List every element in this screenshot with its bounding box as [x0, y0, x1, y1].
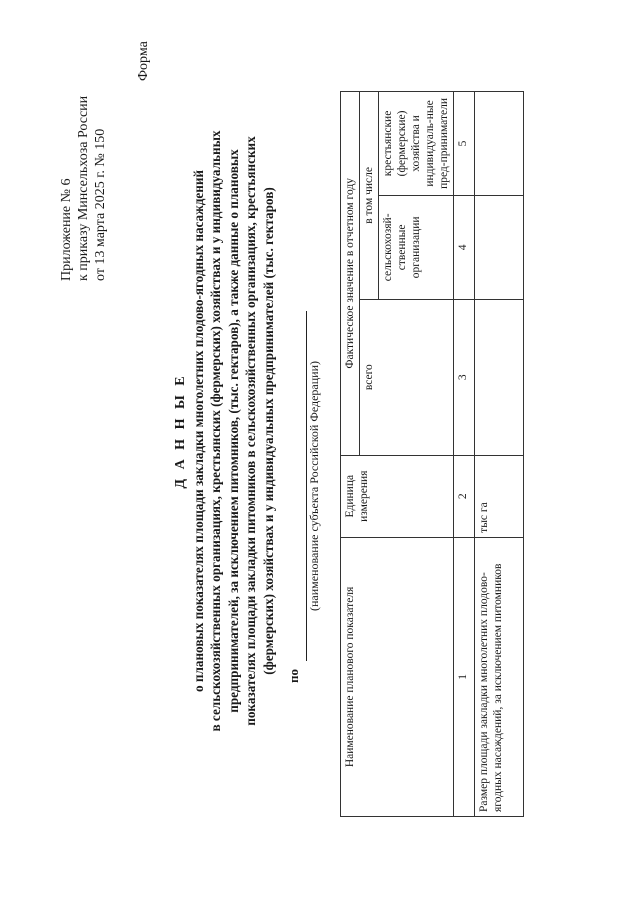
column-number: 3	[454, 299, 475, 455]
appendix-line: от 13 марта 2025 г. № 150	[93, 128, 108, 281]
header-farms: крестьянские (фермерские) хозяйства и индивидуаль-ные пред-приниматели	[379, 92, 454, 196]
subject-caption: (наименование субъекта Российской Федерации)	[307, 360, 321, 612]
column-number: 4	[454, 195, 475, 299]
appendix-reference	[58, 21, 109, 281]
indicator-name-cell: Размер площади закладки многолетних плодово-ягодных насаждений, за исключением питомников	[475, 537, 524, 816]
heading-line: в сельскохозяйственных организациях, крестьянских (фермерских) хозяйствах и у индивидуальных	[208, 130, 224, 732]
farms-cell[interactable]	[475, 92, 524, 196]
header-actual-value: Фактическое значение в отчетном году	[341, 92, 360, 456]
column-number-row	[454, 92, 475, 817]
unit-cell: тыс га	[475, 455, 524, 537]
heading-line: показателях площади закладки питомников в сельскохозяйственных организациях, крестьянских	[243, 136, 259, 726]
agri-orgs-cell[interactable]	[475, 195, 524, 299]
heading-line: о плановых показателях площади закладки многолетних плодово-ягодных насаждений	[190, 169, 206, 693]
column-number: 1	[454, 537, 475, 816]
po-label: по	[286, 669, 301, 683]
document-heading	[172, 111, 278, 751]
column-number: 2	[454, 455, 475, 537]
heading-word: Д А Н Н Ы Е	[173, 373, 188, 489]
table-row	[475, 92, 524, 817]
indicators-table	[340, 91, 524, 817]
form-label: Форма	[136, 41, 151, 81]
table-header-row	[341, 92, 360, 817]
column-number: 5	[454, 92, 475, 196]
header-unit: Единица измерения	[341, 455, 454, 537]
header-including: в том числе	[360, 92, 379, 300]
appendix-line: к приказу Минсельхоза России	[76, 95, 91, 281]
heading-line: предпринимателей, за исключением питомников, (тыс. гектаров), а также данные о плановых	[225, 149, 241, 713]
appendix-line: Приложение № 6	[59, 178, 74, 281]
heading-line: (фермерских) хозяйствах и у индивидуальных предпринимателей (тыс. гектаров)	[260, 187, 276, 675]
header-agri-orgs: сельскохозяй-ственные организации	[379, 195, 454, 299]
header-total: всего	[360, 299, 454, 455]
header-indicator-name: Наименование планового показателя	[341, 537, 454, 816]
total-cell[interactable]	[475, 299, 524, 455]
